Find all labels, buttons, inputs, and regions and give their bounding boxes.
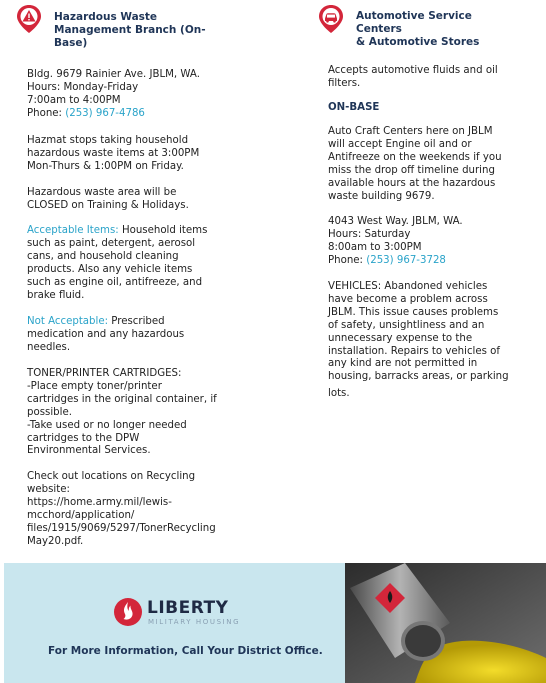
automotive-accepts: Accepts automotive fluids and oil filters. (328, 65, 498, 89)
automotive-phone-link[interactable]: (253) 967-3728 (366, 254, 446, 266)
hazardous-waste-phone-link[interactable]: (253) 967-4786 (65, 107, 145, 119)
not-acceptable-label: Not Acceptable: (27, 316, 109, 327)
not-acceptable-items: Not Acceptable: Prescribed medication and any hazardous needles. (27, 316, 185, 353)
auto-craft-text: Auto Craft Centers here on JBLM will accept Engine oil and or Antifreeze on the weekends if you miss the drop off timeline during available hours at the hazardous waste building 9679. (328, 126, 502, 202)
acceptable-items: Acceptable Items: Household items such as paint, detergent, aerosol cans, and household cleaning products. Also any vehicle items such as engine oil, antifreeze, and brake fluid. (27, 225, 208, 301)
recycling-url-link[interactable]: https://home.army.mil/lewis- mcchord/application/ files/1915/9069/5297/TonerRecycling May20.pdf. (27, 496, 216, 547)
liberty-flame-logo-icon (113, 597, 143, 627)
automotive-title: Automotive Service Centers & Automotive Stores (356, 10, 480, 48)
barrel-spill-photo (345, 563, 546, 683)
automotive-address: 4043 West Way. JBLM, WA. Hours: Saturday 8:00am to 3:00PM Phone: (253) 967-3728 (328, 216, 463, 266)
hazardous-waste-address: Bldg. 9679 Rainier Ave. JBLM, WA. Hours: Monday-Friday 7:00am to 4:00PM Phone: (253) 967-4786 (27, 69, 200, 119)
footer-call-to-action: For More Information, Call Your District Office. (48, 645, 323, 657)
hazardous-waste-title: Hazardous Waste Management Branch (On- Base) (54, 11, 206, 49)
acceptable-items-label: Acceptable Items: (27, 225, 119, 236)
closed-note: Hazardous waste area will be CLOSED on Training & Holidays. (27, 187, 189, 211)
hazmat-stops-text: Hazmat stops taking household hazardous waste items at 3:00PM Mon-Thurs & 1:00PM on Friday. (27, 135, 200, 172)
car-pin-icon (318, 4, 344, 34)
recycling-website-text: Check out locations on Recycling website: https://home.army.mil/lewis- mcchord/application/ files/1915/9069/5297/TonerRecycling May20.pdf. (27, 471, 262, 548)
liberty-logo-text: LIBERTY (147, 598, 229, 618)
on-base-heading: ON-BASE (328, 102, 380, 113)
vehicles-text: VEHICLES: Abandoned vehicles have become a problem across JBLM. This issue causes problems of safety, unsightliness and an unnecessary expense to the installation. Repairs to vehicles of any kind are not permitted in housing, barracks areas, or parking lots. (328, 281, 509, 400)
military-housing-text: MILITARY HOUSING (148, 618, 241, 626)
toner-cartridges-text: TONER/PRINTER CARTRIDGES: -Place empty toner/printer cartridges in the original container, if possible. -Take used or no longer needed cartridges to the DPW Environmental Services. (27, 368, 217, 457)
hazard-pin-icon (16, 4, 42, 34)
